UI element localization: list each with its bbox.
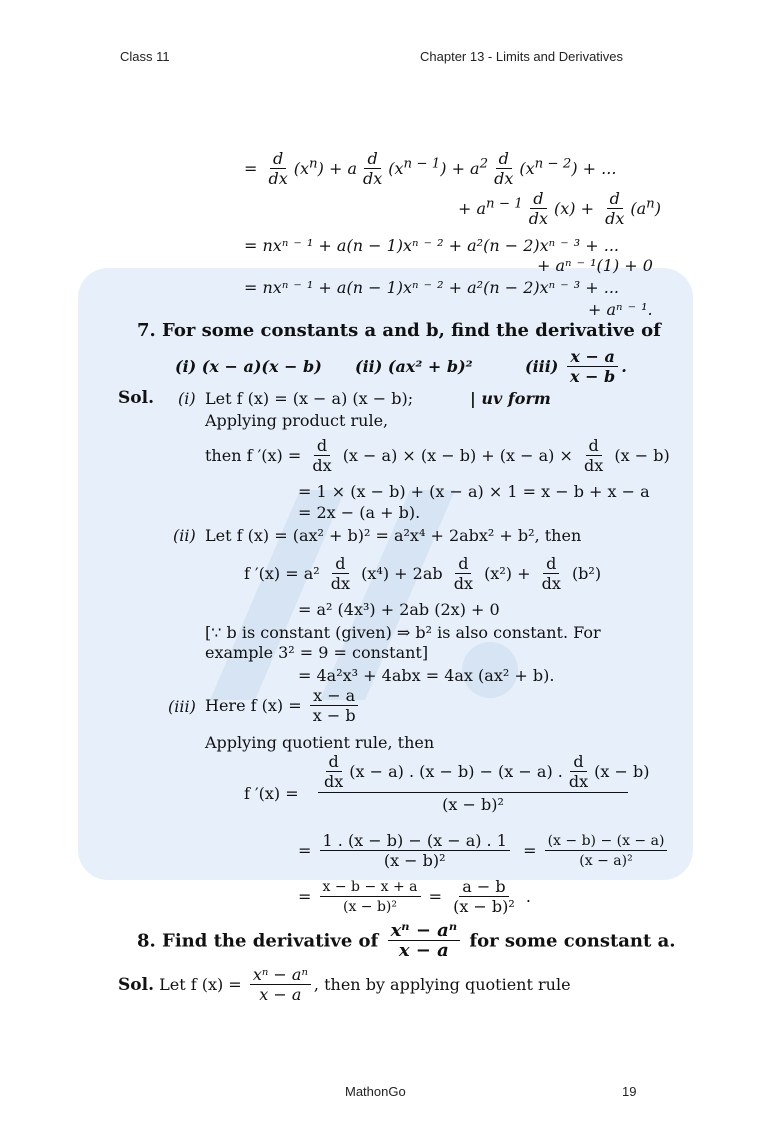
solution-8: Sol. Let f (x) = $\frac{\text{xⁿ − aⁿ}}{x - a}$ , then by applying quotient rule	[118, 965, 571, 1004]
q7-part-iii: (iii) $\frac{x - a}{x - b}$ .	[525, 347, 627, 386]
part-ii-derivative: f ′(x) = a² $\frac{d}{dx}$ (x⁴) + 2ab $\frac{d}{dx}$ (x²) + $\frac{d}{dx}$ (b²)	[244, 554, 602, 593]
part-iii-eq-3: = $\frac{x - b - x + a}{\text{(x − b)²}}$ = $\frac{a - b}{\text{(x − b)²}}$ .	[298, 877, 531, 916]
part-i-derivative: then f ′(x) = $\frac{d}{dx}$ (x − a) × (x − b) + (x − a) × $\frac{d}{dx}$ (x − b)	[205, 436, 670, 475]
chapter-title: Chapter 13 - Limits and Derivatives	[420, 49, 624, 64]
question-8-title: 8. Find the derivative of $\frac{\text{xⁿ − aⁿ}}{x - a}$ for some constant a.	[137, 920, 676, 961]
part-i-line-3: = 2x − (a + b).	[298, 503, 421, 522]
cont-line-6: + aⁿ ⁻ ¹.	[588, 300, 653, 319]
quotient-rule-text: Applying quotient rule, then	[205, 733, 435, 752]
solution-label: Sol.	[118, 388, 154, 408]
part-iii-label: (iii)	[168, 697, 196, 716]
part-ii-let: Let f (x) = (ax² + b)² = a²x⁴ + 2abx² + b², then	[205, 526, 582, 545]
uv-form-note: | uv form	[470, 389, 551, 408]
part-i-label: (i)	[178, 389, 196, 408]
cont-line-4: + aⁿ ⁻ ¹(1) + 0	[537, 256, 653, 275]
part-ii-label: (ii)	[173, 526, 196, 545]
part-i-line-2: = 1 × (x − b) + (x − a) × 1 = x − b + x − a	[298, 482, 650, 501]
part-ii-note-1: [∵ b is constant (given) ⇒ b² is also constant. For	[205, 623, 601, 642]
product-rule-text: Applying product rule,	[205, 411, 389, 430]
part-iii-f-prime: f ′(x) =	[244, 784, 299, 803]
page-number: 19	[622, 1084, 637, 1099]
part-ii-line-3: = 4a²x³ + 4abx = 4ax (ax² + b).	[298, 666, 555, 685]
part-ii-note-2: example 3² = 9 = constant]	[205, 643, 429, 662]
part-ii-line-2: = a² (4x³) + 2ab (2x) + 0	[298, 600, 500, 619]
cont-line-5: = nxⁿ ⁻ ¹ + a(n − 1)xⁿ ⁻ ² + a²(n − 2)xⁿ ⁻ ³ + ...	[244, 278, 619, 297]
part-i-let: Let f (x) = (x − a) (x − b);	[205, 389, 414, 408]
q7-part-i: (i) (x − a)(x − b)	[175, 357, 322, 376]
cont-line-1: = $\frac{d}{dx}$ $(x^n) + a$ $\frac{d}{dx}$ $(x^{n - 1}) + a^2$ $\frac{d}{dx}$ $(x^{n - 2})$ + ...	[244, 149, 617, 188]
class-label: Class 11	[120, 49, 170, 64]
quotient-big-fraction: $\frac{d}{dx}$ (x − a) . (x − b) − (x − a) . $\frac{d}{dx}$ (x − b) (x − b)²	[318, 753, 628, 814]
cont-line-2: + $a^{n - 1}$ $\frac{d}{dx}$ (x) + $\frac{d}{dx}$ $(a^n)$	[458, 189, 661, 228]
q7-part-ii: (ii) (ax² + b)²	[355, 357, 473, 376]
part-iii-here: Here f (x) = $\frac{x - a}{x - b}$	[205, 687, 362, 726]
part-iii-eq-2: = $\frac{1 . (x - b) - (x - a) . 1}{\text{(x − b)²}}$ = $\frac{(x - b) - (x - a)}{\text{(x − a)²}}$	[298, 832, 670, 871]
footer-brand: MathonGo	[345, 1084, 406, 1099]
cont-line-3: = nxⁿ ⁻ ¹ + a(n − 1)xⁿ ⁻ ² + a²(n − 2)xⁿ ⁻ ³ + ...	[244, 236, 619, 255]
question-7-title: 7. For some constants a and b, find the derivative of	[137, 320, 661, 341]
